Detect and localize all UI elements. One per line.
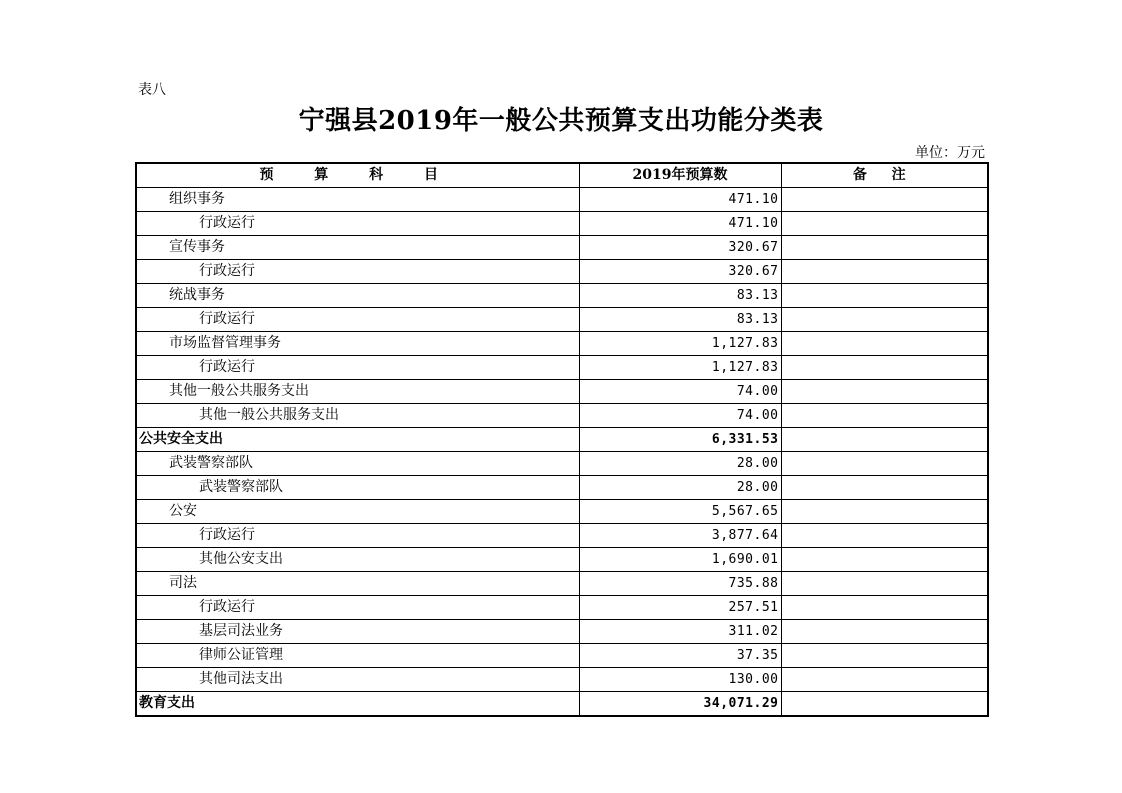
table-row <box>136 500 988 524</box>
row-amount: 37.35 <box>579 644 781 668</box>
budget-table <box>135 162 989 717</box>
row-note <box>781 572 988 596</box>
row-subject: 律师公证管理 <box>136 644 579 668</box>
table-row <box>136 572 988 596</box>
row-note <box>781 500 988 524</box>
row-amount: 74.00 <box>579 404 781 428</box>
row-note <box>781 380 988 404</box>
row-amount: 1,127.83 <box>579 332 781 356</box>
row-subject: 行政运行 <box>136 260 579 284</box>
table-row <box>136 236 988 260</box>
row-amount: 34,071.29 <box>579 692 781 717</box>
row-amount: 3,877.64 <box>579 524 781 548</box>
row-amount: 28.00 <box>579 452 781 476</box>
row-amount: 130.00 <box>579 668 781 692</box>
row-note <box>781 524 988 548</box>
row-subject: 市场监督管理事务 <box>136 332 579 356</box>
row-subject: 司法 <box>136 572 579 596</box>
header-subject: 预 算 科 目 <box>136 163 579 188</box>
row-subject: 组织事务 <box>136 188 579 212</box>
row-amount: 1,127.83 <box>579 356 781 380</box>
table-row <box>136 524 988 548</box>
row-amount: 257.51 <box>579 596 781 620</box>
row-amount: 5,567.65 <box>579 500 781 524</box>
row-subject: 武装警察部队 <box>136 476 579 500</box>
header-amount: 2019年预算数 <box>579 163 781 188</box>
row-note <box>781 620 988 644</box>
row-subject: 其他一般公共服务支出 <box>136 380 579 404</box>
row-note <box>781 428 988 452</box>
row-amount: 6,331.53 <box>579 428 781 452</box>
table-header-row <box>136 163 988 188</box>
row-subject: 行政运行 <box>136 524 579 548</box>
table-row <box>136 284 988 308</box>
row-subject: 公共安全支出 <box>136 428 579 452</box>
row-subject: 行政运行 <box>136 308 579 332</box>
row-amount: 74.00 <box>579 380 781 404</box>
table-row <box>136 356 988 380</box>
row-amount: 320.67 <box>579 236 781 260</box>
row-subject: 其他司法支出 <box>136 668 579 692</box>
row-subject: 行政运行 <box>136 356 579 380</box>
table-row <box>136 404 988 428</box>
row-subject: 行政运行 <box>136 212 579 236</box>
row-note <box>781 356 988 380</box>
table-row <box>136 332 988 356</box>
table-row <box>136 620 988 644</box>
header-note: 备 注 <box>781 163 988 188</box>
table-row <box>136 260 988 284</box>
row-note <box>781 692 988 717</box>
row-amount: 311.02 <box>579 620 781 644</box>
row-amount: 28.00 <box>579 476 781 500</box>
row-subject: 宣传事务 <box>136 236 579 260</box>
budget-table-body <box>136 188 988 717</box>
row-amount: 83.13 <box>579 284 781 308</box>
page-title: 宁强县2019年一般公共预算支出功能分类表 <box>298 106 824 136</box>
row-subject: 武装警察部队 <box>136 452 579 476</box>
table-row <box>136 548 988 572</box>
table-row <box>136 428 988 452</box>
row-amount: 471.10 <box>579 188 781 212</box>
row-subject: 公安 <box>136 500 579 524</box>
table-row <box>136 476 988 500</box>
row-note <box>781 548 988 572</box>
sheet-label: 表八 <box>138 82 166 98</box>
row-subject: 其他公安支出 <box>136 548 579 572</box>
row-subject: 行政运行 <box>136 596 579 620</box>
table-row <box>136 380 988 404</box>
table-row <box>136 452 988 476</box>
row-amount: 471.10 <box>579 212 781 236</box>
row-note <box>781 236 988 260</box>
row-note <box>781 476 988 500</box>
row-subject: 其他一般公共服务支出 <box>136 404 579 428</box>
row-note <box>781 308 988 332</box>
row-note <box>781 668 988 692</box>
row-note <box>781 596 988 620</box>
table-row <box>136 692 988 717</box>
table-row <box>136 308 988 332</box>
row-amount: 1,690.01 <box>579 548 781 572</box>
table-row <box>136 668 988 692</box>
row-note <box>781 284 988 308</box>
row-note <box>781 260 988 284</box>
row-note <box>781 188 988 212</box>
row-subject: 基层司法业务 <box>136 620 579 644</box>
row-note <box>781 452 988 476</box>
table-row <box>136 212 988 236</box>
table-row <box>136 188 988 212</box>
row-amount: 735.88 <box>579 572 781 596</box>
row-note <box>781 212 988 236</box>
row-amount: 320.67 <box>579 260 781 284</box>
row-amount: 83.13 <box>579 308 781 332</box>
row-subject: 教育支出 <box>136 692 579 717</box>
table-row <box>136 644 988 668</box>
row-subject: 统战事务 <box>136 284 579 308</box>
row-note <box>781 644 988 668</box>
unit-label: 单位：万元 <box>915 145 985 161</box>
table-row <box>136 596 988 620</box>
row-note <box>781 332 988 356</box>
row-note <box>781 404 988 428</box>
